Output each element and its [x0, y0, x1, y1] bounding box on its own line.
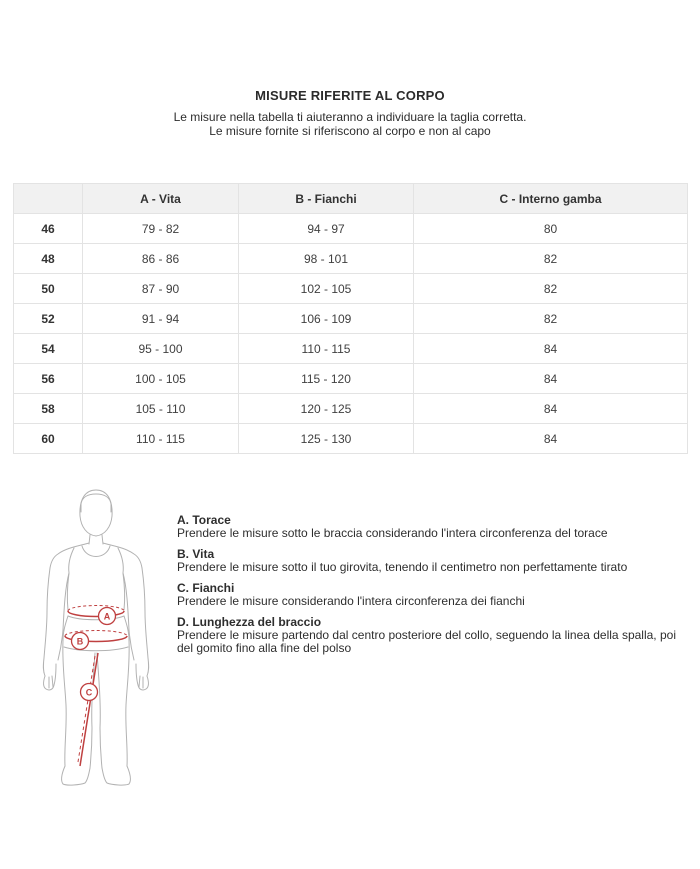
interno-gamba-cell: 84 [414, 334, 688, 364]
fianchi-cell: 106 - 109 [239, 304, 414, 334]
fianchi-column-header: B - Fianchi [239, 184, 414, 214]
size-column-header [14, 184, 83, 214]
guide-item-label: D. Lunghezza del braccio [177, 615, 322, 629]
guide-item-label: C. Fianchi [177, 581, 235, 595]
vita-cell: 100 - 105 [83, 364, 239, 394]
guide-item-vita [177, 548, 693, 574]
guide-item-label: B. Vita [177, 547, 215, 561]
vita-column-header: A - Vita [83, 184, 239, 214]
size-cell: 46 [14, 214, 83, 244]
vita-cell: 110 - 115 [83, 424, 239, 454]
fianchi-cell: 98 - 101 [239, 244, 414, 274]
vita-cell: 95 - 100 [83, 334, 239, 364]
fianchi-cell: 125 - 130 [239, 424, 414, 454]
page-title: MISURE RIFERITE AL CORPO [255, 88, 445, 103]
table-row [14, 304, 688, 334]
interno-gamba-cell: 84 [414, 364, 688, 394]
inner-leg-measure-line [80, 653, 98, 766]
size-cell: 56 [14, 364, 83, 394]
interno-gamba-cell: 82 [414, 304, 688, 334]
measurement-guide [177, 514, 693, 663]
table-row [14, 244, 688, 274]
vita-cell: 79 - 82 [83, 214, 239, 244]
fianchi-cell: 120 - 125 [239, 394, 414, 424]
marker-b-badge [72, 633, 89, 650]
interno-gamba-cell: 80 [414, 214, 688, 244]
fianchi-cell: 110 - 115 [239, 334, 414, 364]
guide-item-torace [177, 514, 693, 540]
table-row [14, 214, 688, 244]
size-table-container [13, 183, 687, 454]
marker-b-letter: B [76, 636, 84, 647]
table-row [14, 274, 688, 304]
marker-c-badge [81, 684, 98, 701]
table-row [14, 424, 688, 454]
size-cell: 60 [14, 424, 83, 454]
inner-leg-measure-line-dashed [78, 656, 95, 762]
marker-a-letter: A [103, 611, 111, 622]
guide-item-description: Prendere le misure sotto il tuo girovita, tenendo il centimetro non perfettamente tirato [177, 560, 628, 574]
interno-gamba-cell: 82 [414, 274, 688, 304]
fianchi-cell: 94 - 97 [239, 214, 414, 244]
vita-cell: 91 - 94 [83, 304, 239, 334]
size-cell: 52 [14, 304, 83, 334]
page-subtitle [0, 110, 700, 138]
table-row [14, 334, 688, 364]
guide-item-description: Prendere le misure considerando l'intera circonferenza dei fianchi [177, 594, 525, 608]
subtitle-line-1: Le misure nella tabella ti aiuteranno a individuare la taglia corretta. [173, 110, 527, 124]
size-cell: 58 [14, 394, 83, 424]
fianchi-cell: 115 - 120 [239, 364, 414, 394]
interno-gamba-cell: 84 [414, 394, 688, 424]
vita-cell: 105 - 110 [83, 394, 239, 424]
interno-gamba-column-header: C - Interno gamba [414, 184, 688, 214]
table-header-row [14, 184, 688, 214]
subtitle-line-2: Le misure fornite si riferiscono al corpo e non al capo [209, 124, 491, 138]
size-cell: 50 [14, 274, 83, 304]
fianchi-cell: 102 - 105 [239, 274, 414, 304]
size-table [13, 183, 688, 454]
size-cell: 54 [14, 334, 83, 364]
body-measurement-figure [20, 470, 180, 800]
guide-item-label: A. Torace [177, 513, 231, 527]
vita-cell: 86 - 86 [83, 244, 239, 274]
vita-cell: 87 - 90 [83, 274, 239, 304]
waist-measure-line-dashed [68, 606, 124, 612]
interno-gamba-cell: 84 [414, 424, 688, 454]
guide-item-fianchi [177, 582, 693, 608]
guide-item-description: Prendere le misure partendo dal centro posteriore del collo, seguendo la linea della spalla, poi del gomito fino alla fine del polso [177, 628, 676, 655]
table-row [14, 394, 688, 424]
page-header [0, 88, 700, 138]
guide-item-description: Prendere le misure sotto le braccia considerando l'intera circonferenza del torace [177, 526, 608, 540]
interno-gamba-cell: 82 [414, 244, 688, 274]
male-body-outline-illustration [20, 470, 180, 800]
marker-a-badge [99, 608, 116, 625]
marker-c-letter: C [85, 687, 93, 698]
table-row [14, 364, 688, 394]
size-cell: 48 [14, 244, 83, 274]
guide-item-lunghezza-braccio [177, 616, 693, 655]
